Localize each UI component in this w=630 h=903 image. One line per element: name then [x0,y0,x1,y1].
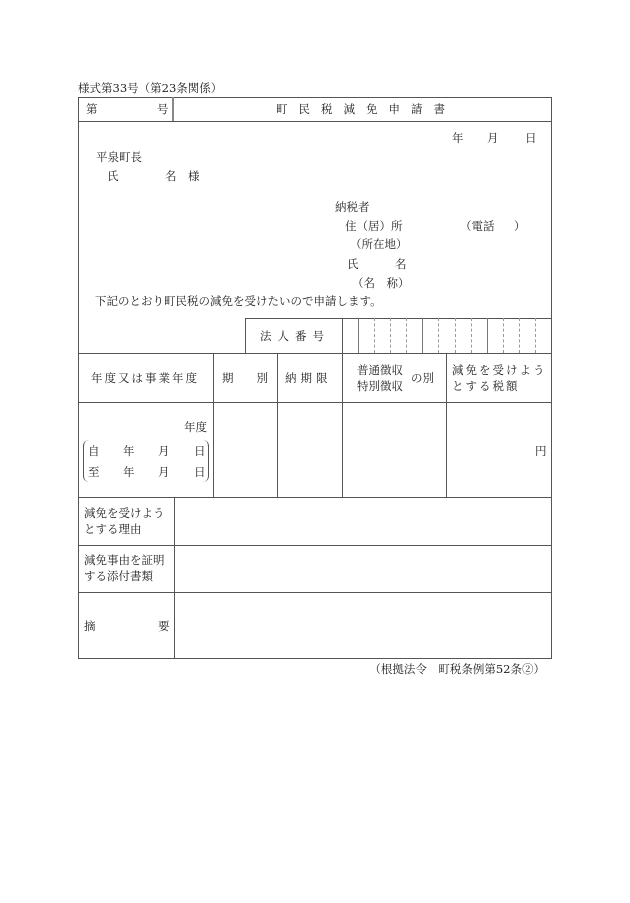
taxpayer-name-right: 名 [395,257,407,271]
col-amount-2: とする税額 [452,379,520,393]
digit-cell-divider [455,318,456,353]
addressee-name-left: 氏 [107,169,119,183]
divider [446,353,447,497]
col-period: 期 別 [222,371,268,385]
taxpayer-title-name: （名 称） [352,276,410,290]
digit-cell-divider [487,318,488,353]
form-caption: 様式第33号（第23条関係） [78,81,223,95]
divider [342,353,343,497]
docs-label-1: 減免事由を証明 [84,553,165,567]
yen-label: 円 [535,444,547,458]
docs-field[interactable] [175,546,551,592]
remarks-left: 摘 [84,619,96,633]
divider [342,318,343,353]
number-prefix: 第 [86,102,98,116]
number-suffix: 号 [157,102,169,116]
remarks-field[interactable] [175,593,551,658]
addressee-honorific: 様 [188,169,200,183]
col-collection-suffix: の別 [411,371,434,385]
taxpayer-label: 納税者 [335,200,370,214]
to-label: 至 [88,465,100,479]
phone-label: （電話 [460,219,495,233]
digit-cell-divider [390,318,391,353]
col-collection-bottom: 特別徴収 [357,379,403,393]
col-amount-1: 減免を受けよう [452,363,547,377]
divider [213,353,214,497]
digit-cell-divider [422,318,423,353]
divider [78,402,552,403]
digit-cell-divider [358,318,359,353]
form-title: 町民税減免申請書 [276,102,456,116]
digit-cell-divider [438,318,439,353]
location-label: （所在地） [350,237,408,251]
from-day: 日 [194,444,206,458]
col-due: 納期限 [285,371,332,385]
col-year: 年度又は事業年度 [91,371,199,385]
bracket [83,440,209,482]
divider [78,121,552,122]
taxpayer-address-label: 住（居）所 [345,219,403,233]
divider [78,353,552,354]
digit-cell-divider [503,318,504,353]
to-month: 月 [158,465,170,479]
to-year: 年 [123,465,135,479]
corporate-number-label: 法人番号 [260,329,330,343]
divider [277,353,278,497]
from-month: 月 [158,444,170,458]
date-year: 年 [452,131,464,145]
from-year: 年 [123,444,135,458]
reason-label-1: 減免を受けよう [84,506,165,520]
divider [172,97,174,121]
digit-cell-divider [535,318,536,353]
reason-field[interactable] [175,498,551,545]
digit-cell-divider [406,318,407,353]
date-day: 日 [525,131,537,145]
from-label: 自 [88,444,100,458]
taxpayer-name-left: 氏 [347,257,359,271]
addressee-name-right: 名 [165,169,177,183]
digit-cell-divider [519,318,520,353]
fiscal-year-label: 年度 [184,420,207,434]
remarks-right: 要 [158,619,170,633]
phone-close: ） [514,219,526,233]
reason-label-2: とする理由 [84,522,142,536]
addressee-mayor: 平泉町長 [96,150,142,164]
col-collection-top: 普通徴収 [357,363,403,377]
digit-cell-divider [471,318,472,353]
statement: 下記のとおり町民税の減免を受けたいので申請します。 [95,294,382,308]
date-month: 月 [487,131,499,145]
divider [245,318,246,353]
docs-label-2: する添付書類 [84,569,153,583]
legal-basis: （根拠法令 町税条例第52条②） [369,662,545,676]
to-day: 日 [194,465,206,479]
digit-cell-divider [374,318,375,353]
divider [245,318,552,319]
